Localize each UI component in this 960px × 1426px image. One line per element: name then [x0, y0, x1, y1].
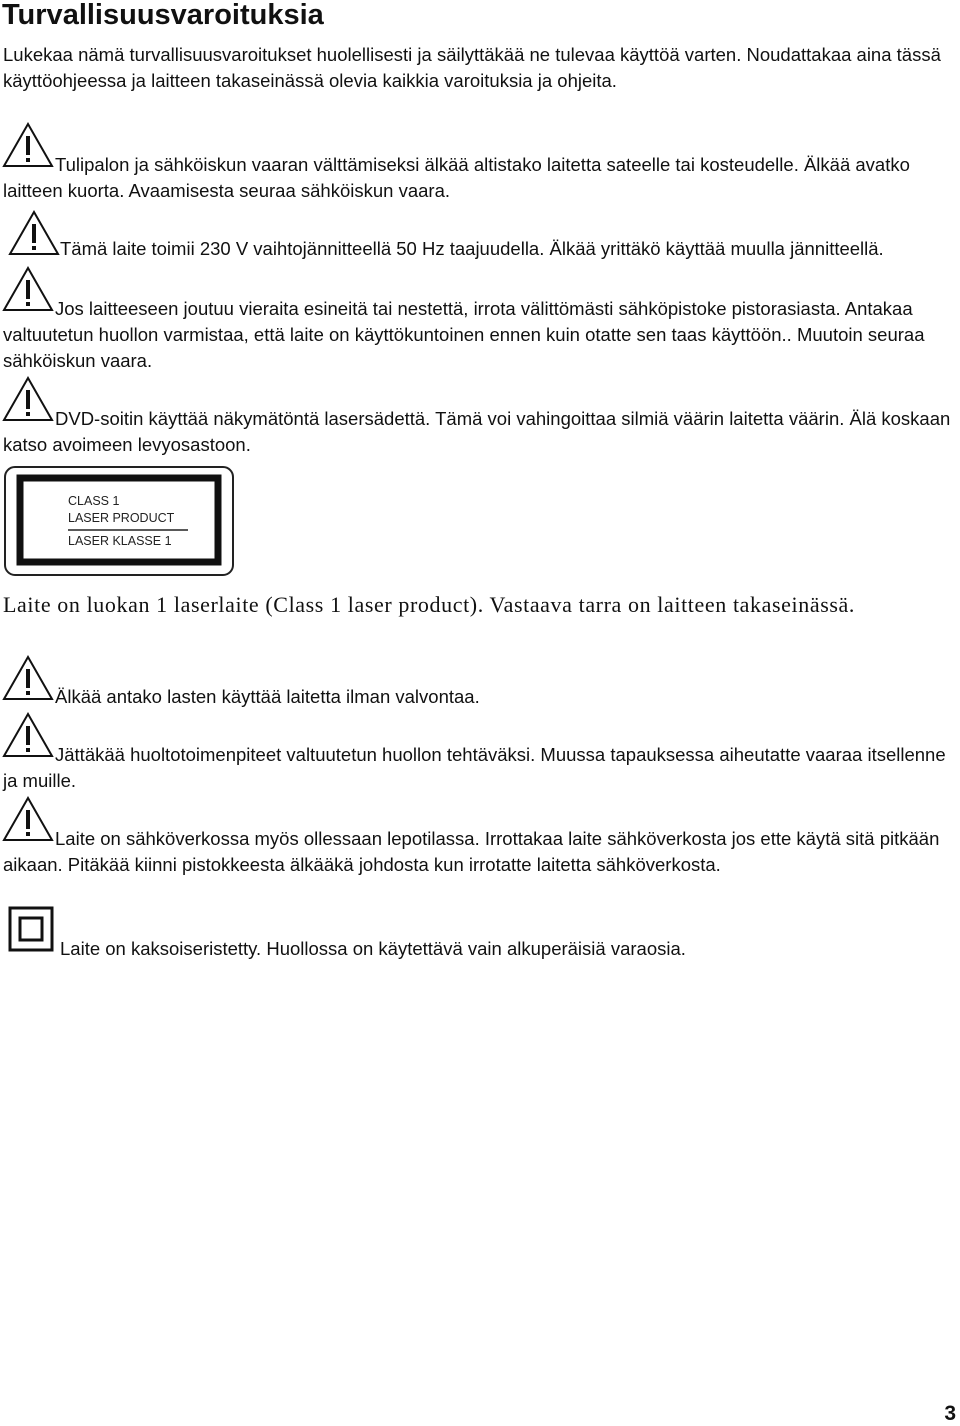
- warning-text: Jos laitteeseen joutuu vieraita esineitä tai nestettä, irrota välittömästi sähköpistoke pistorasiasta. Antakaa valtuutetun huollon varmistaa, että laite on käyttökuntoinen ennen kuin otatte sen taas käyttöön.. Muutoin seuraa sähköiskun vaara.: [3, 298, 925, 371]
- laser-class-label: [4, 466, 234, 576]
- warning-text: Tämä laite toimii 230 V vaihtojännitteellä 50 Hz taajuudella. Älkää yrittäkö käyttää muulla jännitteellä.: [60, 238, 884, 259]
- warning-text: Laite on sähköverkossa myös ollessaan lepotilassa. Irrottakaa laite sähköverkosta jos ette käytä sitä pitkään aikaan. Pitäkää kiinni pistokkeesta älkääkä johdosta kun irrotatte laitetta sähköverkosta.: [3, 828, 940, 875]
- page-number: 3: [944, 1402, 956, 1425]
- warning-text: Tulipalon ja sähköiskun vaaran välttämiseksi älkää altistako laitetta sateelle tai kosteudelle. Älkää avatko laitteen kuorta. Avaamisesta seuraa sähköiskun vaara.: [3, 154, 910, 201]
- warning-text: DVD-soitin käyttää näkymätöntä lasersädettä. Tämä voi vahingoittaa silmiä väärin laitetta väärin. Älä koskaan katso avoimeen levyosastoon.: [3, 408, 951, 455]
- warning-item: [3, 826, 958, 878]
- warning-text: Älkää antako lasten käyttää laitetta ilman valvontaa.: [55, 686, 480, 707]
- intro-paragraph: Lukekaa nämä turvallisuusvaroitukset huolellisesti ja säilyttäkää ne tulevaa käyttöä varten. Noudattakaa aina tässä käyttöohjeessa ja laitteen takaseinässä olevia kaikkia varoituksia ja ohjeita.: [3, 44, 941, 91]
- warning-text: Jättäkää huoltotoimenpiteet valtuutetun huollon tehtäväksi. Muussa tapauksessa aiheutatte vaaraa itsellenne ja muille.: [3, 744, 946, 791]
- laser-label-line1: CLASS 1: [68, 494, 120, 508]
- warning-item: [3, 742, 958, 794]
- double-insulation-icon: [8, 906, 54, 952]
- warning-item: [3, 296, 958, 374]
- page-title: Turvallisuusvaroituksia: [2, 0, 324, 31]
- warning-item: [3, 406, 958, 458]
- double-insulation-text: Laite on kaksoiseristetty. Huollossa on käytettävä vain alkuperäisiä varaosia.: [60, 938, 686, 959]
- laser-label-line2: LASER PRODUCT: [68, 511, 175, 525]
- warning-item: [3, 152, 958, 204]
- warning-item: [8, 236, 960, 262]
- laser-label-line3: LASER KLASSE 1: [68, 534, 172, 548]
- laser-caption: Laite on luokan 1 laserlaite (Class 1 laser product). Vastaava tarra on laitteen takaseinässä.: [3, 592, 855, 617]
- warning-item: [3, 684, 958, 710]
